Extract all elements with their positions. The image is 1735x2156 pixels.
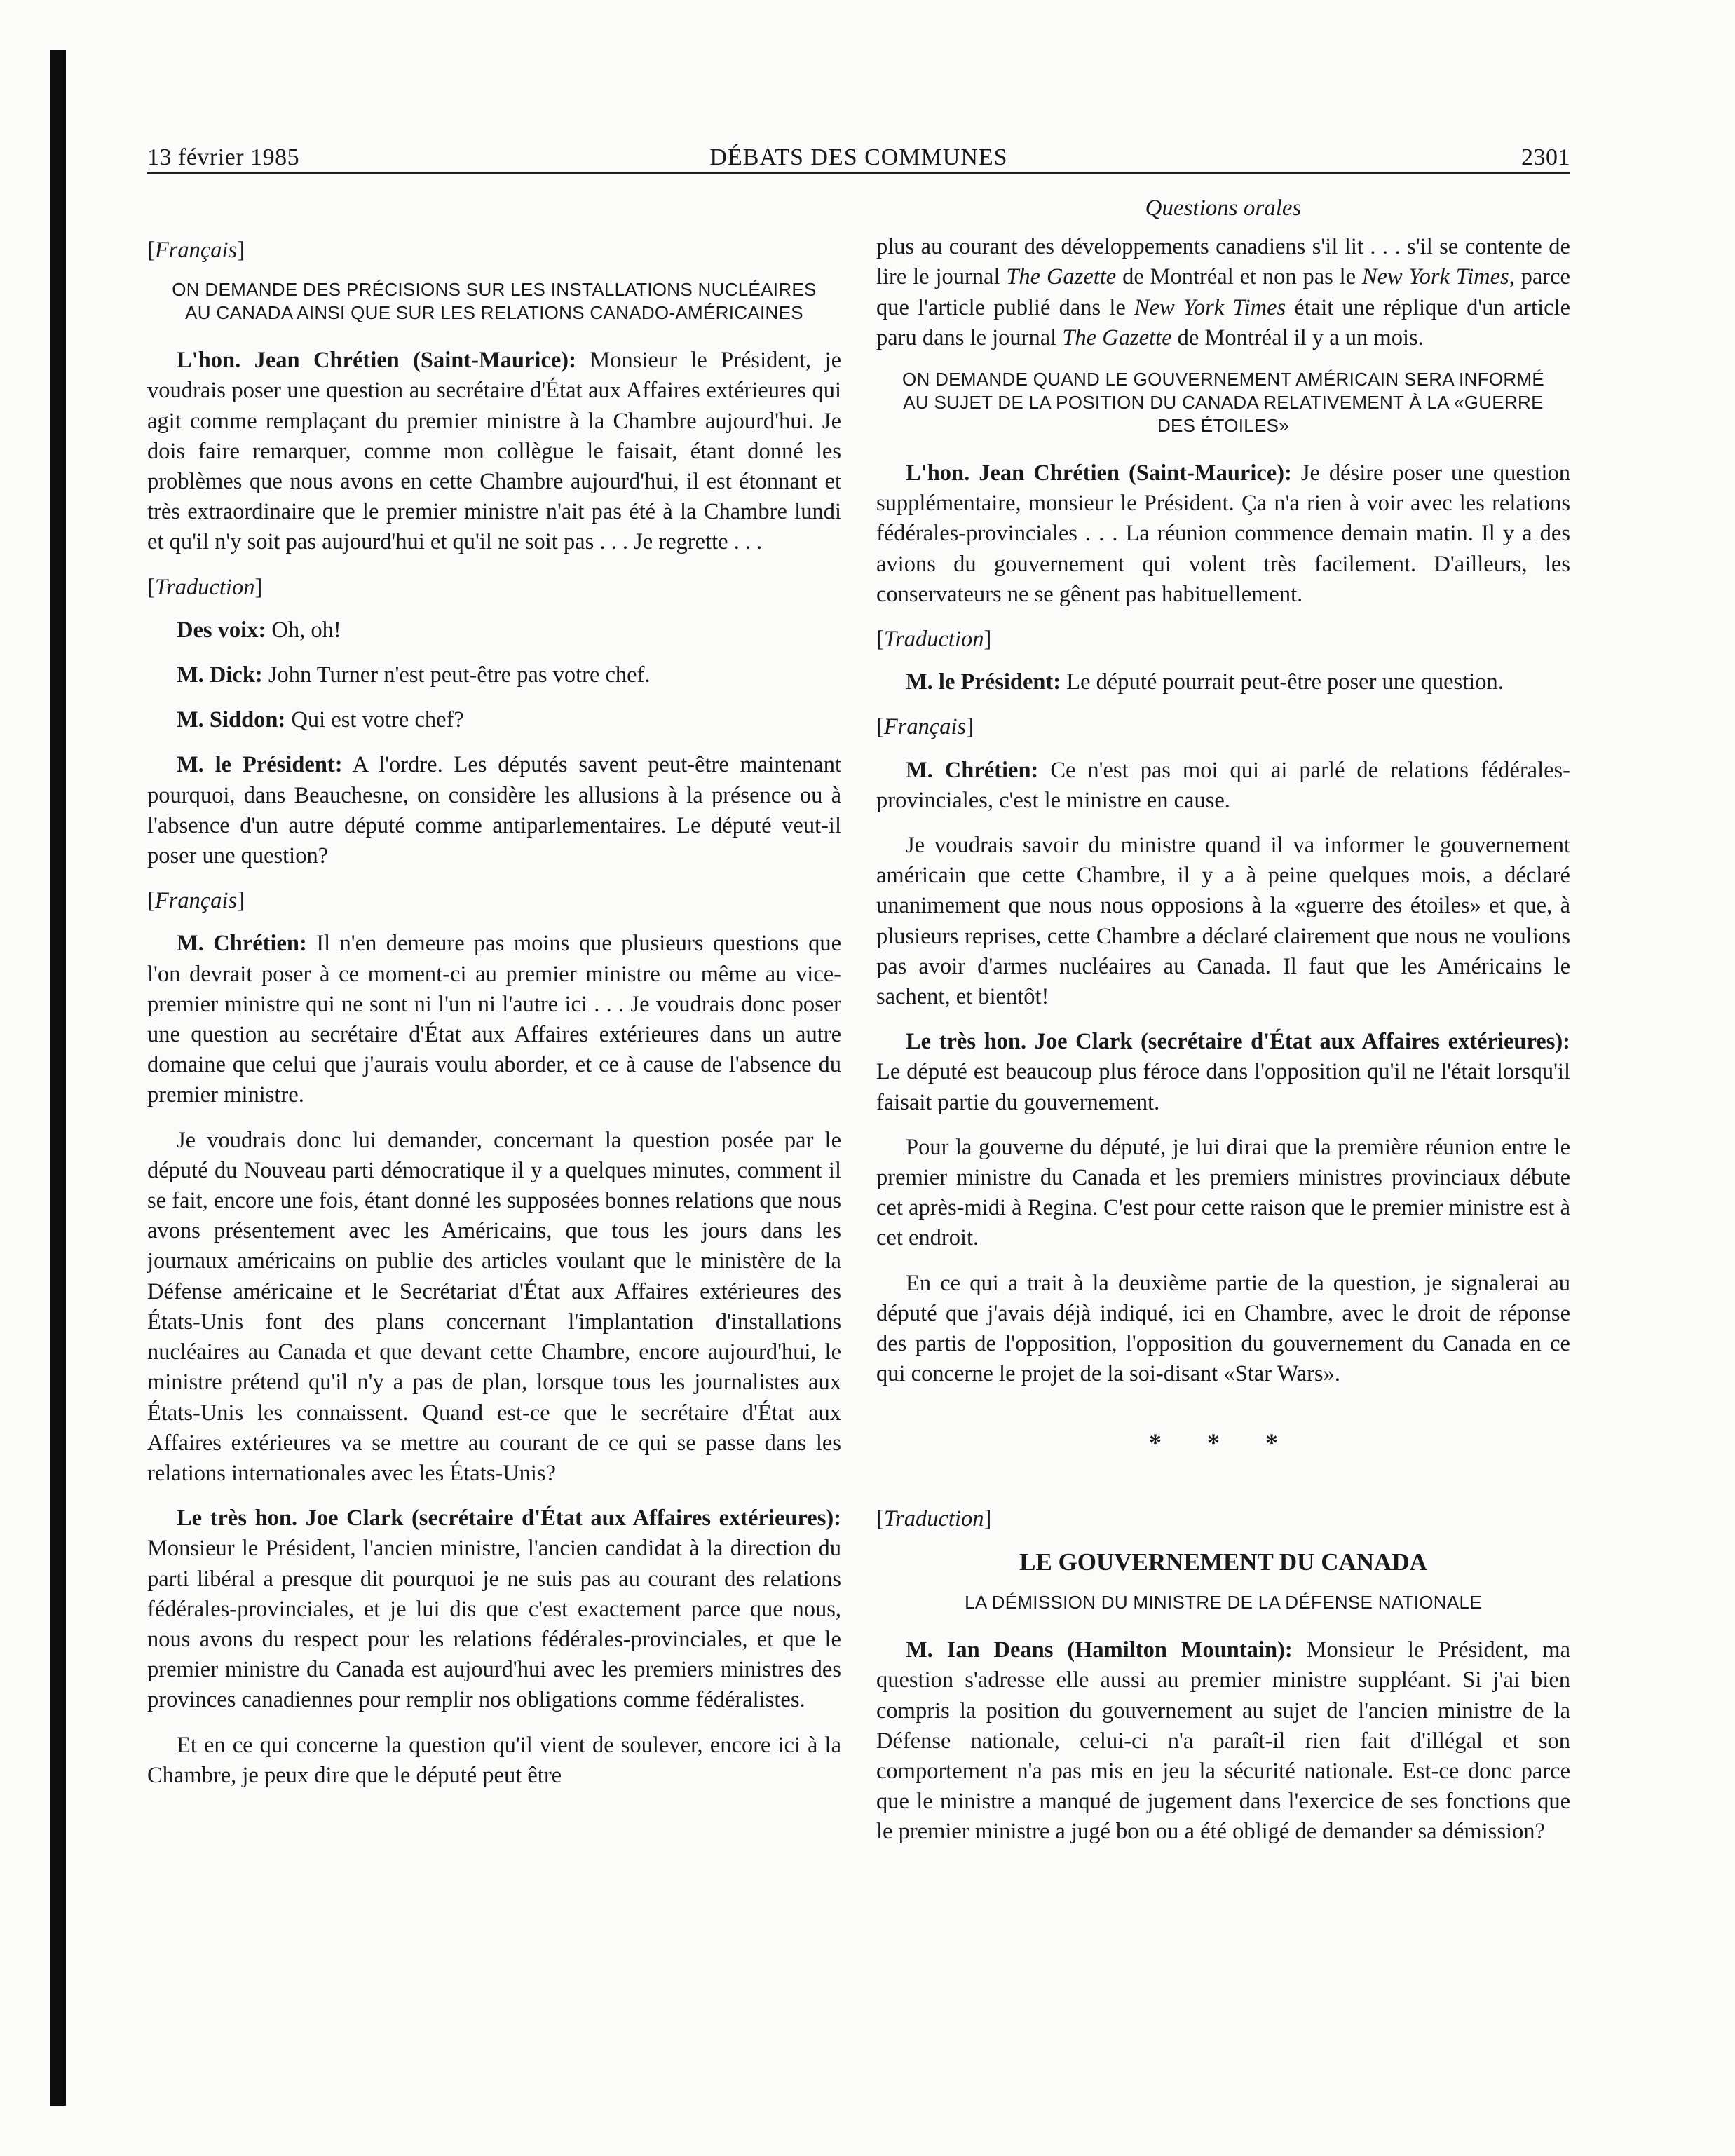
speaker-name: M. le Président: — [177, 752, 343, 778]
section-heading: LE GOUVERNEMENT DU CANADA — [1019, 1548, 1427, 1576]
speech-paragraph: L'hon. Jean Chrétien (Saint-Maurice): Je désire poser une question supplémentaire, monsieur le Président. Ça n'a rien à voir avec les relations fédérales-provinciales . . . La réunion commence demain matin. Il y a des avions du gouvernement qui volent très facilement. D'ailleurs, les conservateurs ne se gênent pas habituellement. — [876, 460, 1570, 607]
speech-paragraph: Je voudrais savoir du ministre quand il va informer le gouvernement américain que cette Chambre, il y a à peine quelques mois, a déclaré unanimement que nous nous opposions à la «guerre des étoiles» et que, à plusieurs reprises, cette Chambre a déclaré clairement que nous ne voulions pas avoir d'armes nucléaires au Canada. Il faut que les Américains le sachent, et bientôt! — [876, 833, 1570, 1010]
speaker-name: M. Siddon: — [177, 707, 286, 733]
page-number: 2301 — [1521, 144, 1570, 170]
header-title: DÉBATS DES COMMUNES — [709, 144, 1008, 170]
section-subhead: LA DÉMISSION DU MINISTRE DE LA DÉFENSE NATIONALE — [965, 1592, 1482, 1613]
speech-paragraph: Le très hon. Joe Clark (secrétaire d'État aux Affaires extérieures): Monsieur le Président, l'ancien ministre, l'ancien candidat à la direction du parti libéral a presque dit pourquoi je ne suis pas au courant des relations fédérales-provinciales, et je lui dis que c'est exactement parce que nous, nous avons du respect pour les relations fédérales-provinciales, et que le premier ministre du Canada est aujourd'hui avec les premiers ministres des provinces canadiennes pour remplir nos obligations comme fédéralistes. — [147, 1506, 841, 1713]
speech-paragraph: M. Ian Deans (Hamilton Mountain): Monsieur le Président, ma question s'adresse elle aussi au premier ministre suppléant. Si j'ai bien compris la position du gouvernement au sujet de l'ancien ministre de la Défense nationale, celui-ci n'a paraît-il rien fait d'illégal et son comportement n'a pas mis en jeu la sécurité nationale. Est-ce donc parce que le ministre a manqué de jugement dans l'exercice de ses fonctions que le premier ministre a jugé bon ou a été obligé de demander sa démission? — [876, 1637, 1571, 1845]
right-column — [876, 193, 1570, 1862]
language-tag: [Traduction] — [876, 627, 992, 653]
speaker-name: L'hon. Jean Chrétien (Saint-Maurice): — [906, 460, 1292, 486]
running-head: Questions orales — [1145, 196, 1302, 221]
left-column — [147, 236, 841, 1806]
section-subhead: ON DEMANDE QUAND LE GOUVERNEMENT AMÉRICAIN SERA INFORMÉ AU SUJET DE LA POSITION DU CANADA RELATIVEMENT À LA «GUERRE DES ÉTOILES» — [901, 369, 1545, 437]
language-tag: [Traduction] — [147, 574, 263, 600]
section-separator: * * * — [1149, 1428, 1298, 1456]
speaker-name: M. Dick: — [177, 662, 263, 688]
section-subhead: ON DEMANDE DES PRÉCISIONS SUR LES INSTALLATIONS NUCLÉAIRES AU CANADA AINSI QUE SUR LES RELATIONS CANADO-AMÉRICAINES — [172, 279, 817, 324]
language-tag: [Français] — [147, 238, 245, 263]
speech-paragraph: M. Chrétien: Il n'en demeure pas moins que plusieurs questions que l'on devrait poser à ce moment-ci au premier ministre ou même au vice-premier ministre qui ne sont ni l'un ni l'autre ici . . . Je voudrais donc poser une question au secrétaire d'État aux Affaires extérieures dans un autre domaine que celui que j'aurais voulu aborder, et ce à cause de l'absence du premier ministre. — [147, 931, 841, 1108]
speech-paragraph: L'hon. Jean Chrétien (Saint-Maurice): Monsieur le Président, je voudrais poser une question au secrétaire d'État aux Affaires extérieures qui agit comme remplaçant du premier ministre à la Chambre aujourd'hui. Je dois faire remarquer, comme mon collègue le faisait, étant donné les problèmes que nous avons en cette Chambre aujourd'hui, il est étonnant et très extraordinaire que le premier ministre n'ait pas été à la Chambre lundi et qu'il n'y soit pas aujourd'hui et qu'il ne soit pas . . . Je regrette . . . — [147, 348, 842, 555]
speech-paragraph: En ce qui a trait à la deuxième partie de la question, je signalerai au député que j'avais déjà indiqué, ici en Chambre, avec le droit de réponse des partis de l'opposition, l'opposition du gouvernement du Canada en ce qui concerne le projet de la soi-disant «Star Wars». — [876, 1270, 1570, 1387]
page-header — [147, 137, 1570, 171]
speaker-name: M. le Président: — [906, 669, 1061, 695]
speech-paragraph: Des voix: Oh, oh! — [177, 617, 341, 643]
speech-paragraph: M. Chrétien: Ce n'est pas moi qui ai parlé de relations fédérales-provinciales, c'est le ministre en cause. — [876, 757, 1570, 813]
speech-paragraph: Pour la gouverne du député, je lui dirai que la première réunion entre le premier ministre du Canada et les premiers ministres provinciaux débute cet après-midi à Regina. C'est pour cette raison que le premier ministre est à cet endroit. — [876, 1134, 1570, 1251]
speech-paragraph: plus au courant des développements canadiens s'il lit . . . s'il se contente de lire le journal The Gazette de Montréal et non pas le New York Times, parce que l'article publié dans le New York Times était une réplique d'un article paru dans le journal The Gazette de Montréal il y a un mois. — [876, 234, 1570, 350]
speech-paragraph: M. le Président: A l'ordre. Les députés savent peut-être maintenant pourquoi, dans Beauchesne, on considère les allusions à la présence ou à l'absence d'un autre député comme antiparlementaires. Le député veut-il poser une question? — [147, 752, 841, 869]
scan-binding-edge — [50, 50, 66, 2106]
language-tag: [Français] — [876, 714, 974, 740]
language-tag: [Français] — [147, 888, 245, 914]
speaker-name: M. Chrétien: — [177, 931, 307, 957]
speech-paragraph: M. Dick: John Turner n'est peut-être pas votre chef. — [177, 662, 651, 688]
speaker-name: M. Ian Deans (Hamilton Mountain): — [906, 1637, 1293, 1663]
speech-paragraph: M. Siddon: Qui est votre chef? — [177, 707, 464, 733]
header-rule — [147, 172, 1570, 174]
speech-paragraph: Et en ce qui concerne la question qu'il vient de soulever, encore ici à la Chambre, je peux dire que le député peut être — [147, 1732, 841, 1788]
speaker-name: M. Chrétien: — [906, 757, 1039, 783]
header-date: 13 février 1985 — [147, 144, 300, 170]
speaker-name: L'hon. Jean Chrétien (Saint-Maurice): — [177, 348, 576, 374]
speaker-name: Le très hon. Joe Clark (secrétaire d'État aux Affaires extérieures): — [177, 1506, 841, 1531]
speaker-name: Le très hon. Joe Clark (secrétaire d'État aux Affaires extérieures): — [906, 1029, 1570, 1055]
language-tag: [Traduction] — [876, 1506, 992, 1531]
speaker-name: Des voix: — [177, 617, 266, 643]
speech-paragraph: Je voudrais donc lui demander, concernant la question posée par le député du Nouveau parti démocratique il y a quelques minutes, comment il se fait, encore une fois, étant donné les supposées bonnes relations que nous avons présentement avec les Américains, que tous les jours dans les journaux américains on publie des articles voulant que le ministère de la Défense américaine et le Secrétariat d'État aux Affaires extérieures des États-Unis font des plans concernant l'implantation d'installations nucléaires au Canada et que devant cette Chambre, encore aujourd'hui, le ministre prétend qu'il n'y a pas de plan, lorsque tous les journalistes aux États-Unis les connaissent. Quand est-ce que le secrétaire d'État aux Affaires extérieures va se mettre au courant de ce qui se passe dans les relations internationales avec les États-Unis? — [147, 1127, 841, 1486]
speech-paragraph: M. le Président: Le député pourrait peut-être poser une question. — [906, 669, 1504, 695]
speech-paragraph: Le très hon. Joe Clark (secrétaire d'État aux Affaires extérieures): Le député est beaucoup plus féroce dans l'opposition qu'il ne l'était lorsqu'il faisait partie du gouvernement. — [876, 1029, 1570, 1115]
